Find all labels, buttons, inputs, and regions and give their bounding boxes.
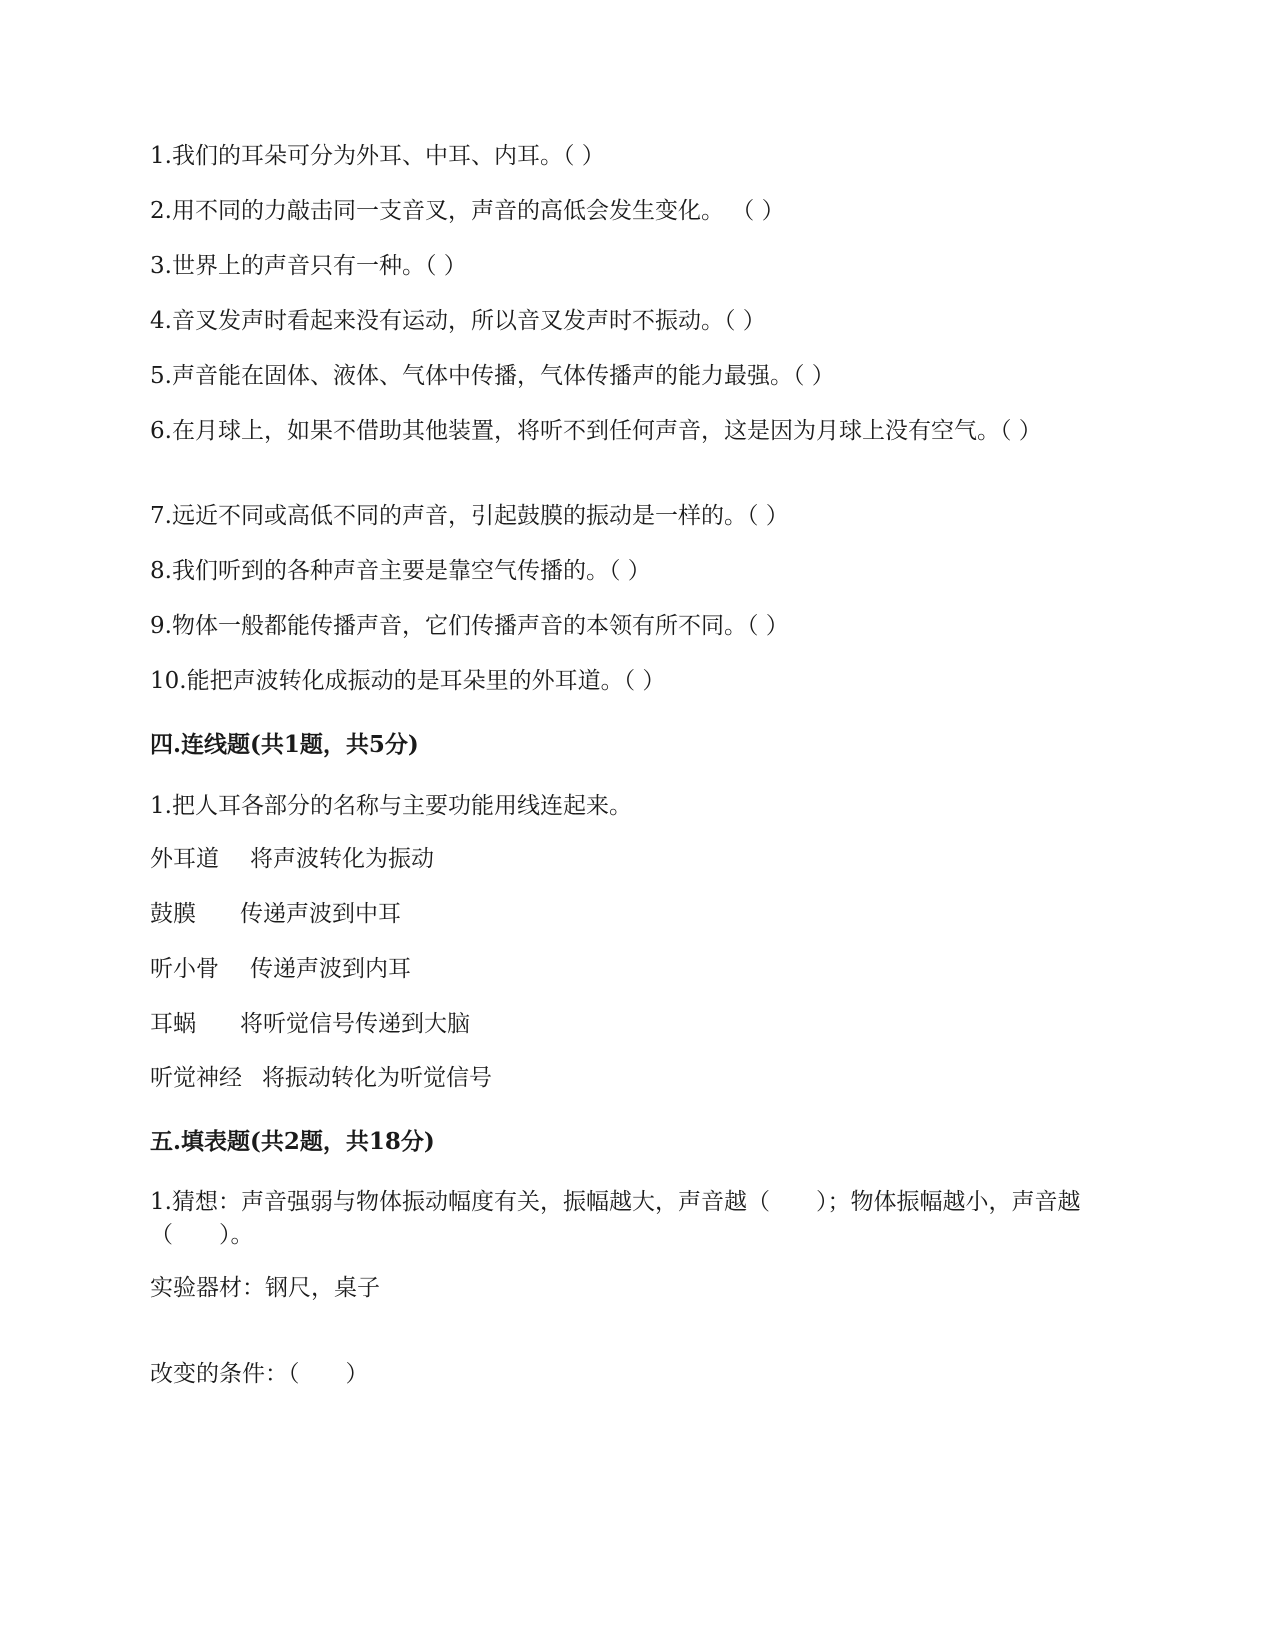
ear-function-label: 将声波转化为振动 bbox=[250, 846, 434, 872]
ear-function-label: 传递声波到内耳 bbox=[250, 956, 411, 982]
changed-condition: 改变的条件：（ ） bbox=[150, 1361, 369, 1387]
ear-function-label: 将振动转化为听觉信号 bbox=[262, 1065, 492, 1091]
ear-part-label: 听觉神经 bbox=[150, 1065, 242, 1091]
judgment-question-3: 3.世界上的声音只有一种。（ ） bbox=[150, 253, 467, 279]
fill-table-question: 1.猜想：声音强弱与物体振动幅度有关，振幅越大，声音越（ ）；物体振幅越小，声音越（ ）。 bbox=[150, 1189, 1081, 1248]
ear-part-label: 鼓膜 bbox=[150, 901, 196, 927]
judgment-question-9: 9.物体一般都能传播声音，它们传播声音的本领有所不同。（ ） bbox=[150, 613, 789, 639]
judgment-question-7: 7.远近不同或高低不同的声音，引起鼓膜的振动是一样的。（ ） bbox=[150, 503, 789, 529]
matching-row bbox=[150, 898, 401, 931]
matching-row bbox=[150, 1062, 492, 1095]
matching-row bbox=[150, 953, 411, 986]
judgment-question-2: 2.用不同的力敲击同一支音叉，声音的高低会发生变化。 （ ） bbox=[150, 198, 785, 224]
ear-function-label: 将听觉信号传递到大脑 bbox=[240, 1011, 470, 1037]
experiment-materials: 实验器材：钢尺，桌子 bbox=[150, 1275, 380, 1301]
ear-part-label: 耳蜗 bbox=[150, 1011, 196, 1037]
judgment-question-6: 6.在月球上，如果不借助其他装置，将听不到任何声音，这是因为月球上没有空气。（ ） bbox=[150, 418, 1042, 444]
judgment-question-8: 8.我们听到的各种声音主要是靠空气传播的。（ ） bbox=[150, 558, 651, 584]
ear-function-label: 传递声波到中耳 bbox=[240, 901, 401, 927]
section-heading-matching: 四.连线题(共1题，共5分) bbox=[150, 731, 419, 758]
matching-question: 1.把人耳各部分的名称与主要功能用线连起来。 bbox=[150, 793, 632, 819]
ear-part-label: 听小骨 bbox=[150, 956, 219, 982]
judgment-question-5: 5.声音能在固体、液体、气体中传播，气体传播声的能力最强。（ ） bbox=[150, 363, 835, 389]
judgment-question-1: 1.我们的耳朵可分为外耳、中耳、内耳。（ ） bbox=[150, 143, 605, 169]
judgment-question-4: 4.音叉发声时看起来没有运动，所以音叉发声时不振动。（ ） bbox=[150, 308, 766, 334]
section-heading-fill-table: 五.填表题(共2题，共18分) bbox=[150, 1128, 435, 1155]
matching-row bbox=[150, 1008, 470, 1041]
matching-row bbox=[150, 843, 434, 876]
ear-part-label: 外耳道 bbox=[150, 846, 219, 872]
judgment-question-10: 10.能把声波转化成振动的是耳朵里的外耳道。（ ） bbox=[150, 668, 666, 694]
